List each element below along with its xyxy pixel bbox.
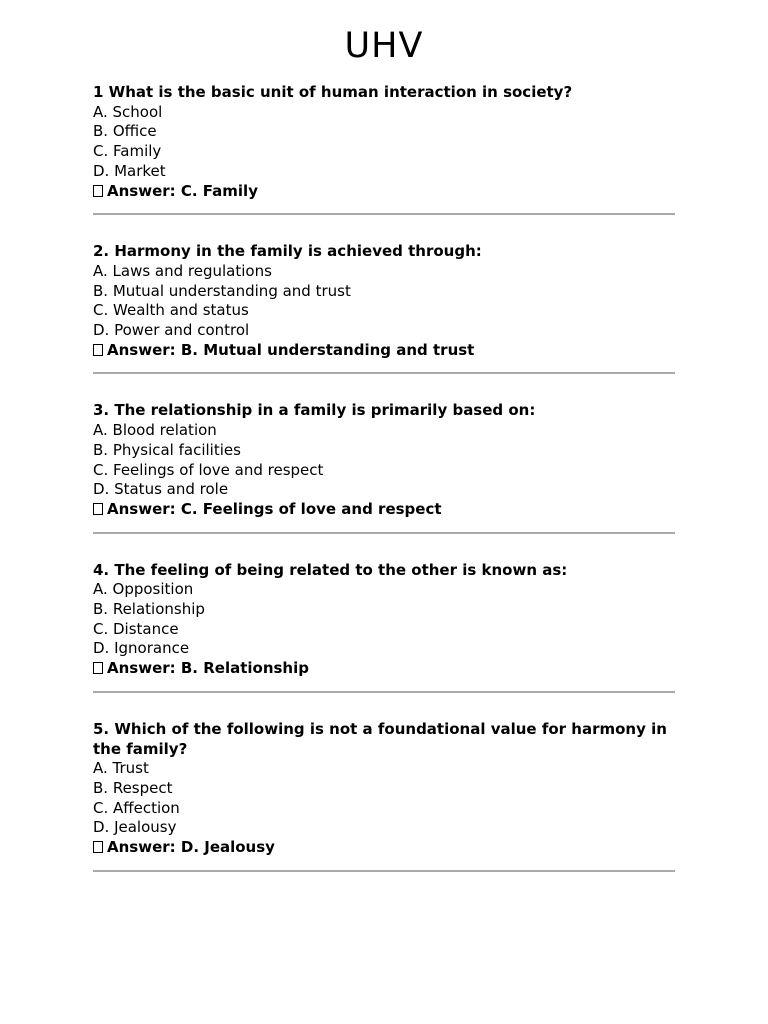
question-block-2	[93, 242, 675, 374]
option-c: C. Wealth and status	[93, 301, 249, 320]
question-list	[93, 83, 675, 899]
question-block-5	[93, 720, 675, 872]
missing-glyph-icon	[93, 662, 103, 674]
answer-line	[93, 182, 675, 202]
option-b: B. Relationship	[93, 600, 205, 619]
answer-text: Answer: B. Mutual understanding and trust	[107, 340, 475, 359]
answer-text: Answer: C. Family	[107, 181, 258, 200]
question-text: 3. The relationship in a family is primarily based on:	[93, 401, 536, 420]
option-b: B. Mutual understanding and trust	[93, 281, 351, 300]
missing-glyph-icon	[93, 841, 103, 853]
missing-glyph-icon	[93, 344, 103, 356]
answer-line	[93, 500, 675, 520]
answer-line	[93, 341, 675, 361]
option-b: B. Physical facilities	[93, 440, 241, 459]
option-a: A. Blood relation	[93, 421, 217, 440]
question-text: 1 What is the basic unit of human interaction in society?	[93, 83, 573, 101]
question-block-1	[93, 83, 675, 215]
divider	[93, 372, 675, 374]
answer-text: Answer: C. Feelings of love and respect	[107, 499, 442, 518]
option-c: C. Family	[93, 142, 162, 161]
option-b: B. Respect	[93, 778, 173, 797]
divider	[93, 870, 675, 872]
option-d: D. Ignorance	[93, 639, 190, 658]
missing-glyph-icon	[93, 503, 103, 515]
question-text: 2. Harmony in the family is achieved through:	[93, 242, 482, 261]
question-text: 4. The feeling of being related to the other is known as:	[93, 560, 568, 579]
option-a: A. Laws and regulations	[93, 261, 272, 280]
option-c: C. Feelings of love and respect	[93, 460, 324, 479]
answer-line	[93, 659, 675, 679]
answer-text: Answer: B. Relationship	[107, 659, 309, 678]
option-c: C. Affection	[93, 798, 180, 817]
question-block-4	[93, 561, 675, 693]
option-a: A. Opposition	[93, 580, 194, 599]
option-d: D. Jealousy	[93, 818, 177, 837]
question-block-3	[93, 401, 675, 533]
option-c: C. Distance	[93, 619, 179, 638]
option-b: B. Office	[93, 122, 157, 141]
question-text: 5. Which of the following is not a foundational value for harmony in the family?	[93, 719, 667, 758]
answer-text: Answer: D. Jealousy	[107, 838, 275, 857]
answer-line	[93, 838, 675, 858]
option-d: D. Status and role	[93, 480, 229, 499]
option-d: D. Market	[93, 161, 166, 180]
document-title: UHV	[344, 26, 424, 66]
option-a: A. School	[93, 102, 163, 121]
divider	[93, 213, 675, 215]
divider	[93, 691, 675, 693]
divider	[93, 532, 675, 534]
option-d: D. Power and control	[93, 321, 250, 340]
option-a: A. Trust	[93, 759, 149, 778]
missing-glyph-icon	[93, 185, 103, 197]
